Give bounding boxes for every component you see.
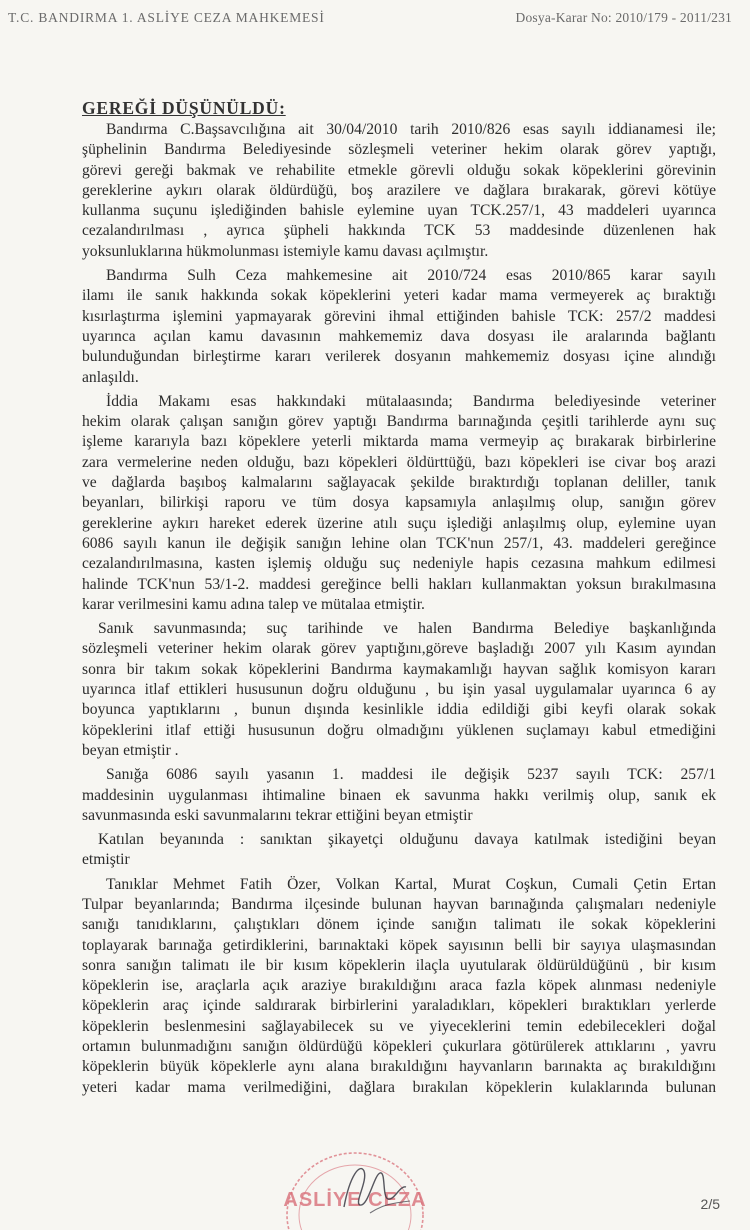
page-number: 2/5 (700, 1196, 720, 1212)
text-line: toplayarak barınağa getirdiklerini, barınaktaki köpek sayısının belli bir sayıya ulaşmasından (82, 936, 716, 954)
document-body (82, 120, 716, 1098)
text-line: halinde TCK'nun 53/1-2. maddesi gereğince belli hakları kullanmaktan yoksun bırakılmasına (82, 575, 716, 593)
text-line: cezalandırılması , ayrıca şüpheli hakkında TCK 53 maddesinde düzenlenen hak (82, 222, 716, 240)
text-line: İddia Makamı esas hakkındaki mütalaasında; Bandırma belediyesinde veteriner (106, 392, 716, 410)
text-line: yeteri kadar mama verilmediğini, dağlara bırakılan köpeklerin kulaklarında bulunan (82, 1078, 716, 1096)
text-line: Tulpar beyanlarında; Bandırma ilçesinde bulunan hayvan barınağında çalışmaları nedeniyle (82, 895, 716, 913)
text-line: anlaşıldı. (82, 368, 139, 386)
text-line: sözleşmeli veteriner hekim olarak görev yaptığını,göreve başladığı 2007 yılı Kasım ayından (82, 640, 716, 658)
section-title: GEREĞİ DÜŞÜNÜLDÜ: (82, 98, 286, 118)
paragraph-witnesses (82, 875, 716, 1098)
text-line: Tanıklar Mehmet Fatih Özer, Volkan Kartal, Murat Coşkun, Cumali Çetin Ertan (106, 875, 716, 893)
text-line: savunmasında eski savunmalarını tekrar ettiğini beyan etmiştir (82, 806, 473, 824)
page-header (8, 10, 742, 32)
text-line: sonra sanığın talimatı ile bir kısım köpeklerin ilaçla uyutularak öldürüldüğünü , bir kısım (82, 956, 716, 974)
text-line: ve dağlarda başıboş kalmalarını sağlayacak şekilde bıraktırdığı toplanan deliller, tanık (82, 474, 716, 492)
text-line: Bandırma Sulh Ceza mahkemesine ait 2010/724 esas 2010/865 karar sayılı (106, 267, 716, 285)
text-line: sanığı tanıdıklarını, çalıştıkları dönem içinde sanığın talimatı ile sokak köpeklerini (82, 916, 716, 934)
text-line: 6086 sayılı kanun ile değişik sanığın lehine olan TCK'nun 257/1, 43. maddeleri gereğince (82, 534, 716, 552)
text-line: Katılan beyanında : sanıktan şikayetçi olduğunu davaya katılmak istediğini beyan (98, 831, 716, 849)
text-line: ilamı ile sanık hakkında sokak köpeklerini yeteri kadar mama vermeyerek aç bıraktığı (82, 287, 716, 305)
text-line: işleme kararıyla bazı köpeklere yeterli miktarda mama vermeyip aç bırakarak birbirlerine (82, 433, 716, 451)
text-line: bulunduğundan birleştirme kararı verilerek dosyanın mahkememiz dosyası içine alındığı (82, 348, 716, 366)
text-line: Sanığa 6086 sayılı yasanın 1. maddesi ile değişik 5237 sayılı TCK: 257/1 (106, 766, 716, 784)
svg-text:ASLİYE CEZA: ASLİYE CEZA (283, 1189, 427, 1211)
text-line: köpeklerin araç içinde saldırarak birbirlerini yaraladıkları, köpekleri bıraktıkları yerlerde (82, 997, 716, 1015)
text-line: boyunca yaptıklarını , bunun dışında kesinlikle iddia edildiği gibi keyfi olarak sokak (82, 701, 716, 719)
paragraph-merger (82, 266, 716, 388)
text-line: Sanık savunmasında; suç tarihinde ve halen Bandırma Belediye başkanlığında (98, 620, 716, 638)
text-line: beyan etmiştir . (82, 741, 179, 759)
text-line: uyarınca açılan kamu davasının mahkememiz dava dosyası ile aralarında bağlantı (82, 327, 716, 345)
text-line: köpeklerin büyük köpeklerle aynı alana bırakıldığını hayvanların barınakta aç bırakıldığını (82, 1058, 716, 1076)
text-line: köpeklerin ise, araçlarla açık araziye bırakıldığını araca fazla köpek alınması nedeniyle (82, 977, 716, 995)
text-line: köpeklerini itlaf ettiği hususunun doğru olmadığını yüklenen suçlamayı kabul etmediğini (82, 721, 716, 739)
text-line: kısırlaştırma işlemini yapmayarak görevini ihmal ettiğinden bahisle TCK: 257/2 maddesi (82, 307, 716, 325)
paragraph-indictment (82, 120, 716, 262)
text-line: beyanları, bilirkişi raporu ve tüm dosya kapsamıyla anlaşılmış olup, sanığın görev (82, 494, 716, 512)
paragraph-defense (82, 619, 716, 761)
signature (330, 1145, 420, 1225)
text-line: köpeklerin beslenmesini sağlayabilecek su ve yiyeceklerini temin edebilecekleri doğal (82, 1017, 716, 1035)
paragraph-additional-defense (82, 765, 716, 826)
text-line: hekim olarak çalışan sanığın görev yaptığı Bandırma barınağında çeşitli tarihlerde aynı suç (82, 413, 716, 431)
text-line: ortamın bulunmadığını sanığın öldürdüğü köpekleri çukurlara götürülerek attıklarını , yavru (82, 1038, 716, 1056)
paragraph-intervener (82, 830, 716, 871)
text-line: sonra bir takım sokak köpeklerini Bandırma kaymakamlığı hayvan sağlık komisyon kararı (82, 660, 716, 678)
text-line: zara vermelerine neden olduğu, bazı köpekleri öldürttüğü, bazı köpekleri ise civar boş arazi (82, 453, 716, 471)
text-line: etmiştir (82, 851, 130, 869)
text-line: görevi gereği bakmak ve rehabilite etmekle görevli olduğu sokak köpeklerini görevinin (82, 161, 716, 179)
file-number: Dosya-Karar No: 2010/179 - 2011/231 (515, 10, 732, 25)
text-line: uyarınca itlaf ettikleri hususunun doğru olduğunu , bu işin yasal uygulamalar uyarınca 6 ay (82, 681, 716, 699)
text-line: şüphelinin Bandırma Belediyesinde sözleşmeli veteriner hekim olarak görev yaptığı, (82, 141, 716, 159)
text-line: kullanma suçunu işlediğinden bahisle eylemine uyan TCK.257/1, 43 maddeleri uyarınca (82, 202, 716, 220)
text-line: Bandırma C.Başsavcılığına ait 30/04/2010 tarih 2010/826 esas sayılı iddianamesi ile; (106, 121, 716, 138)
text-line: maddesinin uygulanması ihtimaline binaen ek savunma hakkı verilmiş olup, sanık ek (82, 786, 716, 804)
text-line: cezalandırılmasına, kasten işlemiş olduğu suç nedeniyle hapis cezasına mahkum edilmesi (82, 555, 716, 573)
text-line: karar verilmesini kamu adına talep ve mütalaa etmiştir. (82, 595, 425, 613)
court-name: T.C. BANDIRMA 1. ASLİYE CEZA MAHKEMESİ (8, 10, 325, 25)
text-line: yoksunluklarına hükmolunması istemiyle kamu davası açılmıştır. (82, 242, 489, 260)
text-line: gereklerine aykırı olarak öldürdüğü, boş arazilere ve dağlara bırakarak, görevi kötüye (82, 181, 716, 199)
text-line: gereklerine aykırı hareket ederek üzerine atılı suçu işlediği anlaşılmış olup, eylemine uyan (82, 514, 716, 532)
paragraph-prosecution (82, 392, 716, 615)
